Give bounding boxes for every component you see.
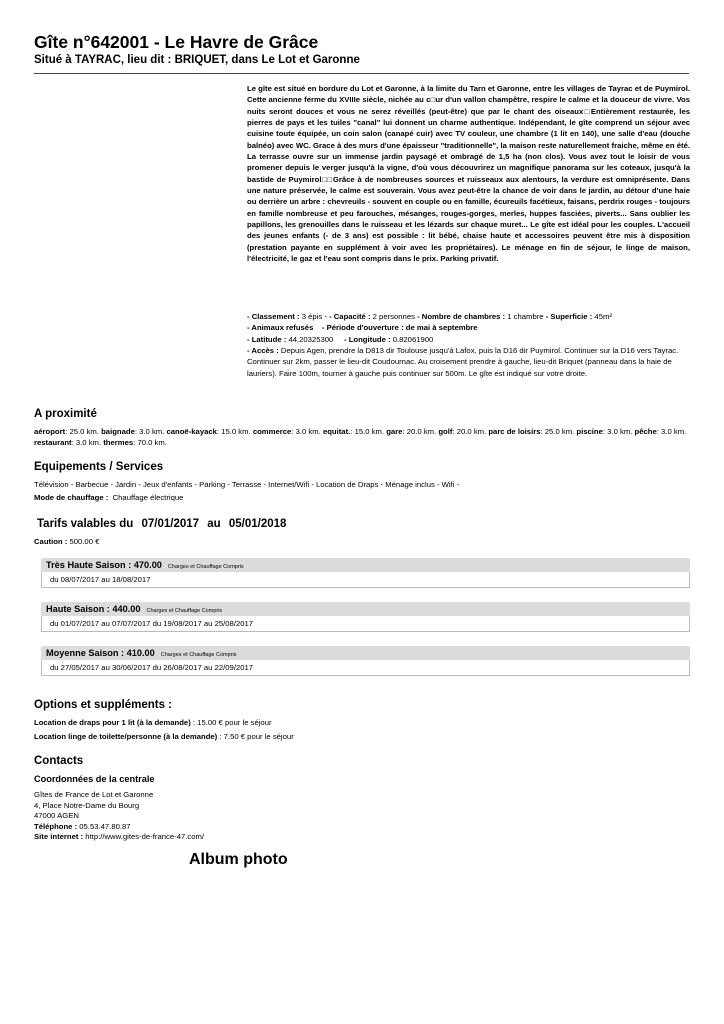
- contact-website: [34, 832, 204, 843]
- option-linge-label: Location linge de toilette/personne (à la demande): [34, 732, 218, 741]
- option-draps: [34, 718, 689, 729]
- animaux-text: - Animaux refusés: [247, 323, 314, 333]
- options-heading: Options et suppléments :: [34, 699, 173, 711]
- chauffage-value: Chauffage électrique: [112, 493, 184, 502]
- prox-label: gare: [386, 427, 403, 436]
- season-block: [41, 558, 690, 588]
- superficie-label: - Superficie :: [545, 312, 593, 321]
- classement-value: 3 épis: [301, 312, 323, 321]
- prox-label: piscine: [576, 427, 603, 436]
- tarifs-au: au: [207, 518, 221, 530]
- season-name: Moyenne Saison : 410.00: [46, 648, 155, 658]
- season-header: [41, 646, 690, 660]
- prox-value: 15.0 km.: [221, 427, 251, 436]
- season-note: Charges et Chauffage Compris: [160, 652, 237, 658]
- chauffage-label: Mode de chauffage :: [34, 493, 109, 502]
- season-block: [41, 602, 690, 632]
- season-block: [41, 646, 690, 676]
- prox-value: 70.0 km.: [137, 437, 167, 447]
- facts-row-2: [247, 322, 690, 333]
- season-header: [41, 602, 690, 616]
- contact-block: [34, 790, 204, 843]
- caution-row: [34, 537, 689, 548]
- prox-value: 3.0 km.: [295, 427, 321, 436]
- option-draps-label: Location de draps pour 1 lit (à la demande): [34, 718, 191, 727]
- capacite-label: - Capacité :: [329, 312, 371, 321]
- season-dates: du 08/07/2017 au 18/08/2017: [41, 572, 690, 588]
- prox-label: thermes: [103, 437, 134, 447]
- prox-value: 25.0 km.: [544, 427, 575, 436]
- acces-label: - Accès :: [247, 346, 279, 356]
- prox-value: 3.0 km.: [139, 427, 165, 436]
- equipements-heading: Equipements / Services: [34, 461, 164, 473]
- description-text: Le gîte est situé en bordure du Lot et Garonne, à la limite du Tarn et Garonne, entre les villages de Tayrac et de Puymirol. Cette ancienne ferme du XVIIIe siècle, nichée au c□ur d'un vallon champêtre, respire le calme et la douceur de vivre. Vos nuits seront douces et vous ne serez réveillés (peut-être) que par le chant des oiseaux□Entièrement restaurée, les pierres de pays et les tuiles "canal" lui donnent un charme authentique. Indépendant, le gîte comprend un séjour avec cuisine toute équipée, un coin salon (canapé cuir) avec TV couleur, une chambre (1 lit en 140), une salle d'eau (douche balnéo) avec WC. Grace à des murs d'une épaisseur "traditionnelle", la maison reste naturellement fraiche, même en été. La terrasse ouvre sur un immense jardin paysagé et ombragé de 1,5 ha (non clos). Vous avez tout le loisir de vous promener depuis le verger jusqu'à la vigne, d'où vous découvrirez un magnifique panorama sur les coteaux, jusqu'à la bastide de Puymirol□□Grâce à de nombreuses sources et ruisseaux aux alentours, la verdure est omniprésente. Dans une nature préservée, le calme est souverain. Vous avez peut-être la chance de voir dans le jardin, au détour d'une haie ou derrière un arbre : chevreuils - souvent en couple ou en famille, écureuils facétieux, faisans, perdrix rouges - toujours en famille nombreuse et peu farouches, mésanges, rouges-gorges, merles, huppes fasciées, piverts... Sans oublier les papillons, les grenouilles dans le ruisseau et les lézards sur chaque muret... Le gîte est idéal pour les couples. L'accueil des jeunes enfants (- de 3 ans) est possible : lit bébé, chaise haute et accessoires peuvent être mis à disposition (prestation payante en supplément à voir avec les propriétaires). Le ménage en fin de séjour, le linge de maison, l'électricité, le gaz et l'eau sont compris dans le prix. Parking privatif.: [247, 84, 690, 264]
- contact-website-label: Site internet :: [34, 832, 84, 841]
- contacts-subtitle: Coordonnées de la centrale: [34, 774, 155, 784]
- classement-label: - Classement :: [247, 312, 300, 321]
- prox-label: aéroport: [34, 427, 66, 436]
- prox-value: 15.0 km.: [354, 427, 385, 436]
- prox-label: equitat.: [322, 427, 351, 436]
- latitude-value: 44.20325300: [288, 334, 334, 344]
- season-header: [41, 558, 690, 572]
- page-title: Gîte n°642001 - Le Havre de Grâce: [34, 32, 319, 52]
- prox-value: 20.0 km.: [456, 427, 487, 436]
- proximite-list: aéroport: 25.0 km. baignade: 3.0 km. canoë-kayack: 15.0 km. commerce: 3.0 km. equitat.: 15.0 km. gare: 20.0 km. golf: 20.0 km. parc de loisirs: 25.0 km. piscine: 3.0 km. pêche: 3.0 km. restaurant: 3.0 km. thermes: 70.0 km.: [34, 427, 687, 447]
- caution-value: 500.00 €: [69, 537, 100, 546]
- season-name: Très Haute Saison : 470.00: [46, 560, 162, 570]
- prox-label: commerce: [252, 427, 292, 436]
- prox-label: pêche: [634, 427, 657, 436]
- tarifs-heading: [37, 518, 291, 530]
- contact-address2: 47000 AGEN: [34, 811, 79, 820]
- acces-value: Depuis Agen, prendre la D813 dir Toulouse jusqu'à Lafox, puis la D16 dir Puymirol. Continuer sur la D16 vers Tayrac. Continuer sur 2km, passer le lieu-dit Coudournac. Au croisement prendre à gauche, lieu-dit Briquet (panneau dans la haie de lauriers). Faire 100m, tourner à gauche puis continuer sur 500m. Le gîte est indiqué sur votre droite.: [247, 346, 679, 378]
- prox-value: 3.0 km.: [75, 437, 102, 447]
- option-linge: [34, 732, 689, 743]
- prox-label: restaurant: [34, 437, 72, 447]
- contact-org: Gîtes de France de Lot et Garonne: [34, 790, 154, 799]
- tarifs-label: Tarifs valables du: [37, 518, 134, 530]
- season-dates: du 27/05/2017 au 30/06/2017 du 26/08/2017 au 22/09/2017: [41, 660, 690, 676]
- season-name: Haute Saison : 440.00: [46, 604, 141, 614]
- tarifs-from: 07/01/2017: [141, 518, 200, 530]
- prox-value: 3.0 km.: [661, 427, 687, 436]
- longitude-label: - Longitude :: [344, 334, 391, 344]
- album-heading: Album photo: [189, 851, 288, 868]
- facts-block: [247, 311, 690, 379]
- chambres-label: - Nombre de chambres :: [417, 312, 506, 321]
- season-note: Charges et Chauffage Compris: [146, 608, 223, 614]
- facts-row-3: [247, 334, 690, 345]
- season-note: Charges et Chauffage Compris: [167, 564, 244, 570]
- option-linge-value: : 7.50 € pour le séjour: [219, 732, 294, 741]
- prox-label: baignade: [101, 427, 135, 436]
- prox-value: 20.0 km.: [406, 427, 437, 436]
- option-draps-value: : 15.00 € pour le séjour: [192, 718, 272, 727]
- prox-label: golf: [438, 427, 453, 436]
- contact-website-link[interactable]: http://www.gites-de-france-47.com/: [85, 832, 205, 841]
- prox-label: parc de loisirs: [488, 427, 541, 436]
- prox-value: 25.0 km.: [69, 427, 99, 436]
- equipements-list: Télévision - Barbecue - Jardin - Jeux d'enfants - Parking - Terrasse - Internet/Wifi - Location de Draps - Ménage inclus - Wifi -: [34, 480, 460, 489]
- prox-label: canoë-kayack: [166, 427, 217, 436]
- chambres-value: 1 chambre: [507, 312, 544, 321]
- superficie-value: 45m²: [594, 312, 612, 321]
- contact-phone: [34, 822, 204, 833]
- chauffage-row: [34, 493, 689, 504]
- page-subtitle: Situé à TAYRAC, lieu dit : BRIQUET, dans Le Lot et Garonne: [34, 54, 360, 66]
- contacts-heading: Contacts: [34, 755, 84, 767]
- contact-address1: 4, Place Notre-Dame du Bourg: [34, 800, 140, 810]
- caution-label: Caution :: [34, 537, 68, 546]
- tarifs-to: 05/01/2018: [228, 518, 287, 530]
- contact-phone-value: 05.53.47.80.87: [79, 821, 131, 831]
- contact-phone-label: Téléphone :: [34, 821, 78, 831]
- prox-value: 3.0 km.: [607, 427, 633, 436]
- capacite-value: 2 personnes: [372, 312, 415, 321]
- proximite-heading: A proximité: [34, 408, 97, 420]
- season-dates: du 01/07/2017 au 07/07/2017 du 19/08/2017 au 25/08/2017: [41, 616, 690, 632]
- header-divider: [34, 73, 689, 74]
- ouverture-text: - Période d'ouverture : de mai à septembre: [321, 323, 478, 333]
- latitude-label: - Latitude :: [247, 334, 287, 344]
- longitude-value: 0.82061900: [392, 334, 434, 344]
- facts-row-4: [247, 345, 690, 379]
- facts-row-1: - Classement : 3 épis - - Capacité : 2 personnes - Nombre de chambres : 1 chambre - Superficie : 45m²: [247, 312, 612, 321]
